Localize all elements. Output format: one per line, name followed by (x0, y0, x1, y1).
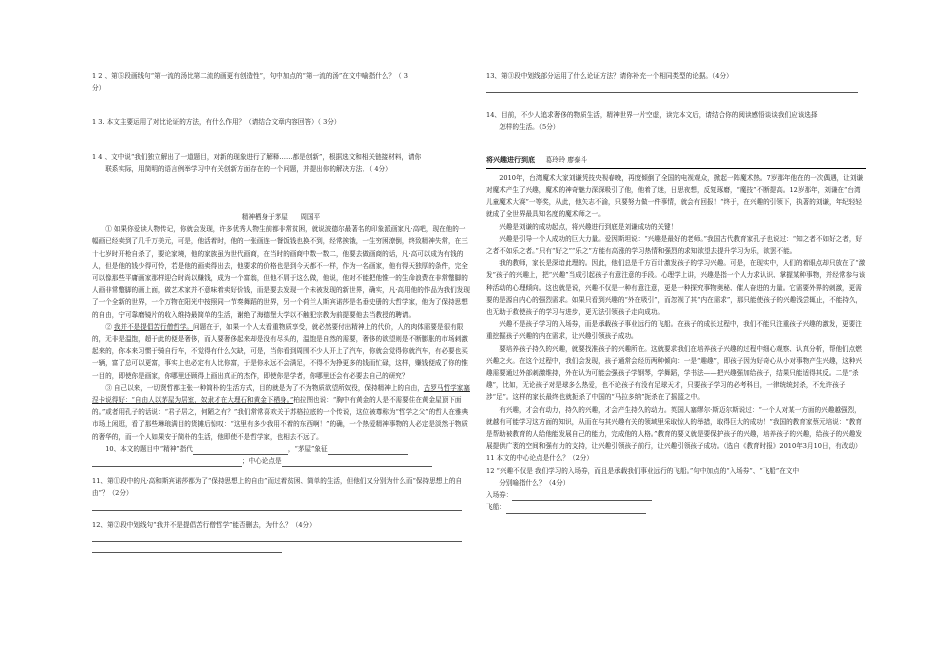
question-12-right-line1: 12 “兴趣不仅是 我们学习的入场券，而且是承载我们事业远行的飞船。”句中加点的“入场券”、“飞船”在文中 (486, 466, 800, 475)
answer-line[interactable] (486, 82, 858, 93)
article2-title: 将兴趣进行到底 (486, 154, 535, 164)
paragraph-2-rest: 问题在于，如果一个人太看重物质享受，就必然要付出精神上的代价，人的肉体需要是很有限的，无非是温饱，超于此的便是奢侈，而人要奢侈起来却是没有尽头的，温饱是自然的需要，奢侈的欲望则是不断膨胀的市场刺激起来的，你本来习惯于骑自行车，不觉得有什么欠缺，可是，当你看到周围不少人开上了汽车，你就会觉得你就汽车，有必要也买一辆，富了总可以更富，事实上也必定有人比你富，于是你永远不会满足，不得不为挣更多的钱而忙碌，这样，赚钱便成了你的惟一目的，即使你是画家，你哪里还顾得上画出真正的杰作，即使你是学者，你哪里还会有必要去自己的研究？ (92, 322, 468, 380)
article2-heading (486, 154, 866, 166)
question-13: 1 3. 本文主要运用了对比论证的方法，有什么作用？（请结合文章内容回答）（ 3分） (92, 118, 341, 127)
answer-line[interactable] (92, 531, 462, 542)
answer-line[interactable] (92, 542, 282, 553)
answer-ticket (486, 489, 866, 501)
answer-ticket-label: 入场券： (486, 491, 513, 500)
paragraph-r7: 有兴趣，才会有动力，持久的兴趣，才会产生持久的动力。英国人塞缪尔·斯迈尔斯说过：“一个人对某一方面的兴趣越强烈，就越有可能学习这方面的知识，从而在与其兴趣有关的领域里采取惊人的举措，取得巨大的成功！”我国的教育家蔡元培说：“教育是帮助被教育的人给他能发展自己的能力，完成他的人格。”教育的要义就是要保护孩子的兴趣，培养孩子的兴趣，给孩子的兴趣发展提供广袤的空间和强有力的支持，让兴趣引领孩子前行，让兴趣引领孩子成功。（选自《教育时报》2010年3月10日，有改动） (486, 405, 862, 451)
article-author: 周国平 (300, 213, 321, 222)
paragraph-2 (92, 321, 470, 382)
question-12b: 12、第②段中划线句“我并不是提倡苦行僧哲学”能否删去，为什么？（4分） (92, 520, 316, 529)
answer-blank[interactable] (506, 505, 646, 514)
title-rule (486, 168, 866, 169)
underlined-sentence-2: 我并不是提倡苦行僧哲学。 (113, 322, 194, 331)
paragraph-1: ① 如果你爱读人物传记，你就会发现，许多优秀人物生前都非常贫困，就说波德尔最著名的印象派画家凡·高吧，现在他的一幅画已经卖到了几千万美元，可是，他活着时，他的一张画连一餐饭钱也换不到，经常挨饿，一生穷困潦倒，终致精神失常，在三十七岁时开枪自杀了，要论家境，他的家族虽为世代画商，在当时的画商中数一数二，他要去做画商的话，凡·高可以成为有钱的人，但是他的钱少得可怜，若是他的画卖得出去，他要求的价格也是到今天都不一样，作为一名画家，他有得天独厚的条件，完全可以像那些平庸画家那样迎合时尚以赚钱，成为一个富翁，但他不屑于这么做，他说，他对不能把他惟一的生命浪费在非常蹩脚的人画非常蹩脚的画上面，做艺术家并不意味着卖好价钱，而是要去发现一个未被发现的新世界，确实，凡·高用他的作品为我们发现了一个全新的世界，一个万物在阳光中按照同一节奏舞蹈的世界，另一个荷兰人斯宾诺莎是名垂史册的大哲学家，他为了保持思想的自由，宁可靠磨镜片的收入维持最简单的生活，谢绝了海德堡大学以不触犯宗教为前提要他去当教授的聘请。 (92, 225, 470, 319)
question-11: 11、第①段中的凡·高和斯宾诺莎都为了“保持思想上的自由”而过着贫困、简单的生活，但他们又分别为什么而“保持思想上的自由”？（2分） (92, 477, 463, 498)
paragraph-3-rest: 柏拉图也说：“胸中有黄金的人是不需要住在黄金屋顶下面的。”或者用孔子的话说：“君子居之，何陋之有？”我们常常喜欢关于苏格拉底的一个传说，这位被尊称为“哲学之父”的哲人在雅典市场上闲逛，看了那些琳琅满目的货摊后惊叹：“这里有多少我用不着的东西啊！”的确，一个热爱精神事物的人必定是淡然于物质的奢华的，而一个人如果安于简朴的生活，他即使不是哲学家，也相去不远了。 (92, 396, 469, 441)
answer-blank[interactable] (193, 446, 288, 455)
paragraph-r6: 要培养孩子持久的兴趣，就要找准孩子的兴趣所在。这就要求我们在培养孩子兴趣的过程中细心观察、认真分析，帮他们点燃兴趣之火。在这个过程中，我们会发现，孩子通常会经历两种倾向：一是“趣趣”，即孩子因为好奇心从小对事物产生兴趣，这种兴趣需要通过外部刺激维持，外在认为可能会强孩子学钢琴，学舞蹈，学书法——把兴趣强加给孩子，结果只能适得其反。二是“杀趣”，比如，无论孩子对是球多么热爱，也不论孩子有没有足球天才，只要孩子学习的必考科目，一律统统封杀，不允许孩子涉“足”。这样的家长最终也就扼杀了中国的“马拉多纳”扼杀在了摇篮之中。 (486, 344, 862, 402)
paragraph-2-start: ② (105, 322, 114, 331)
paragraph-r4: 我的教师，家长是深谙此理的。因此，他们总是千方百计激发孩子的学习兴趣。可是，在现实中，人们的着眼点却只放在了“激发”孩子的兴趣上，把“兴趣”当成引起孩子有意注意的手段。心理学上讲，兴趣是指一个人力求认识、掌握某种事物，并经常参与该种活动的心理倾向。这也就是说，兴趣不仅是一种有意注意，更是一种探究事物奥秘、催人奋进的力量。它需要外界的刺激，更需要的是源自内心的强烈需求。如果只看到兴趣的“外在吸引”，而忽视了其“内在需求”，那只能使孩子的兴趣浅尝辄止，不能持久，也无助于救使孩子的学习与进步，更无法引领孩子走向成功。 (486, 259, 866, 317)
paragraph-r2: 兴趣是刘谦的成功起点，将兴趣进行到底是刘谦成功的关键！ (499, 222, 678, 231)
article-heading (92, 211, 470, 223)
answer-blank[interactable] (92, 458, 242, 467)
question-14-line2: 联系实际，用简明的语言例举学习中有关创新方面存在的一个问题，并提出你的解决方法．（ 4分） (105, 164, 392, 173)
question-14-right-line1: 14、目前，不少人追求奢侈的物质生活，精神世界一片空虚，读完本文后，请结合你的阅读感悟谈谈我们应该选择 (486, 111, 818, 120)
answer-blank[interactable] (328, 446, 408, 455)
article2-author: 葛玲玲 廖泰斗 (545, 155, 588, 164)
answer-ship-label: 飞船： (486, 503, 506, 512)
right-column (486, 70, 866, 514)
question-14-line1: 1 4 、文中说“我们独立解出了一道题目，对新的现象进行了解释……都是创新”，根据选文和相关链接材料，请你 (92, 152, 422, 161)
question-10 (92, 443, 470, 455)
question-11-right: 11 本文的中心论点是什么？（2分） (486, 454, 593, 463)
answer-blank[interactable] (282, 458, 432, 467)
paragraph-r1: 2010年，台湾魔术大家刘谦凭技央视春晚，再度倾倒了全国的电视观众，掀起一阵魔术热。7岁那年他在的一次偶遇，让刘谦对魔术产生了兴趣，魔术的神奇魅力深深吸引了他，他着了迷，日思夜想，反复琢磨，“魔技”不断提高。12岁那年，刘谦在“台湾儿童魔术大赛”一等奖，从此，他矢志不渝，只要努力做一件事情，就会有回报！“终于，在兴趣的引领下，执著的刘谦，年纪轻轻就成了全世界最具知名度的魔术师之一。 (486, 173, 864, 219)
answer-line[interactable] (92, 500, 462, 511)
question-12: 1 2 、第⑤段画线句“第一流的汤比第二流的画更有创造性”，句中加点的“第一流的汤”在文中喻指什么？（ 3 (92, 72, 408, 80)
question-12-right-line2: 分别喻指什么？（4分） (499, 478, 570, 487)
question-10-label: 10、本文的题目中“精神”指代 (105, 444, 193, 453)
question-10-mid: ，“茅屋”象征 (287, 444, 328, 453)
question-12-score: 分） (92, 84, 106, 93)
paragraph-r5: 兴趣不是孩子学习的入场券，而是承载孩子事业远行的飞船。在孩子的成长过程中，我们不能只注重孩子兴趣的激发，更要注重挖掘孩子兴趣的内在需求，让兴趣引领孩子成功。 (486, 320, 862, 341)
paragraph-3 (92, 382, 470, 443)
article-title: 精神栖身于茅屋 (241, 213, 288, 222)
paragraph-r3: 兴趣是引导一个人成功的巨大力量。爱因斯坦说：“兴趣是最好的老师。”我国古代教育家孔子也说过：“知之者不如好之者，好之者不如乐之者。”只有“好之”“乐之”方能有高涨的学习热情和强烈的求知欲望去提升学习为乐，欲罢不能。 (486, 234, 863, 256)
question-14-right-line2: 怎样的生活。（5分） (499, 123, 560, 132)
left-column (92, 70, 470, 553)
question-13-right: 13、第③段中划线部分运用了什么论证方法？请你补充一个相同类型的论据。（4分） (486, 72, 733, 80)
question-10-end (92, 455, 470, 467)
underlined-sentence-3: 古罗马哲学家塞涅卡说得好：“自由人以茅屋为居室，奴隶才在大理石和黄金下栖身。” (92, 383, 470, 405)
question-10-end-label: ；中心论点是 (242, 457, 282, 466)
answer-ship (486, 501, 866, 513)
paragraph-3-start: ③ 自己以来，一切贤哲都主张一种简朴的生活方式，目的就是为了不为物质欲望所奴役，保持精神上的自由， (105, 383, 424, 392)
answer-blank[interactable] (512, 492, 652, 501)
